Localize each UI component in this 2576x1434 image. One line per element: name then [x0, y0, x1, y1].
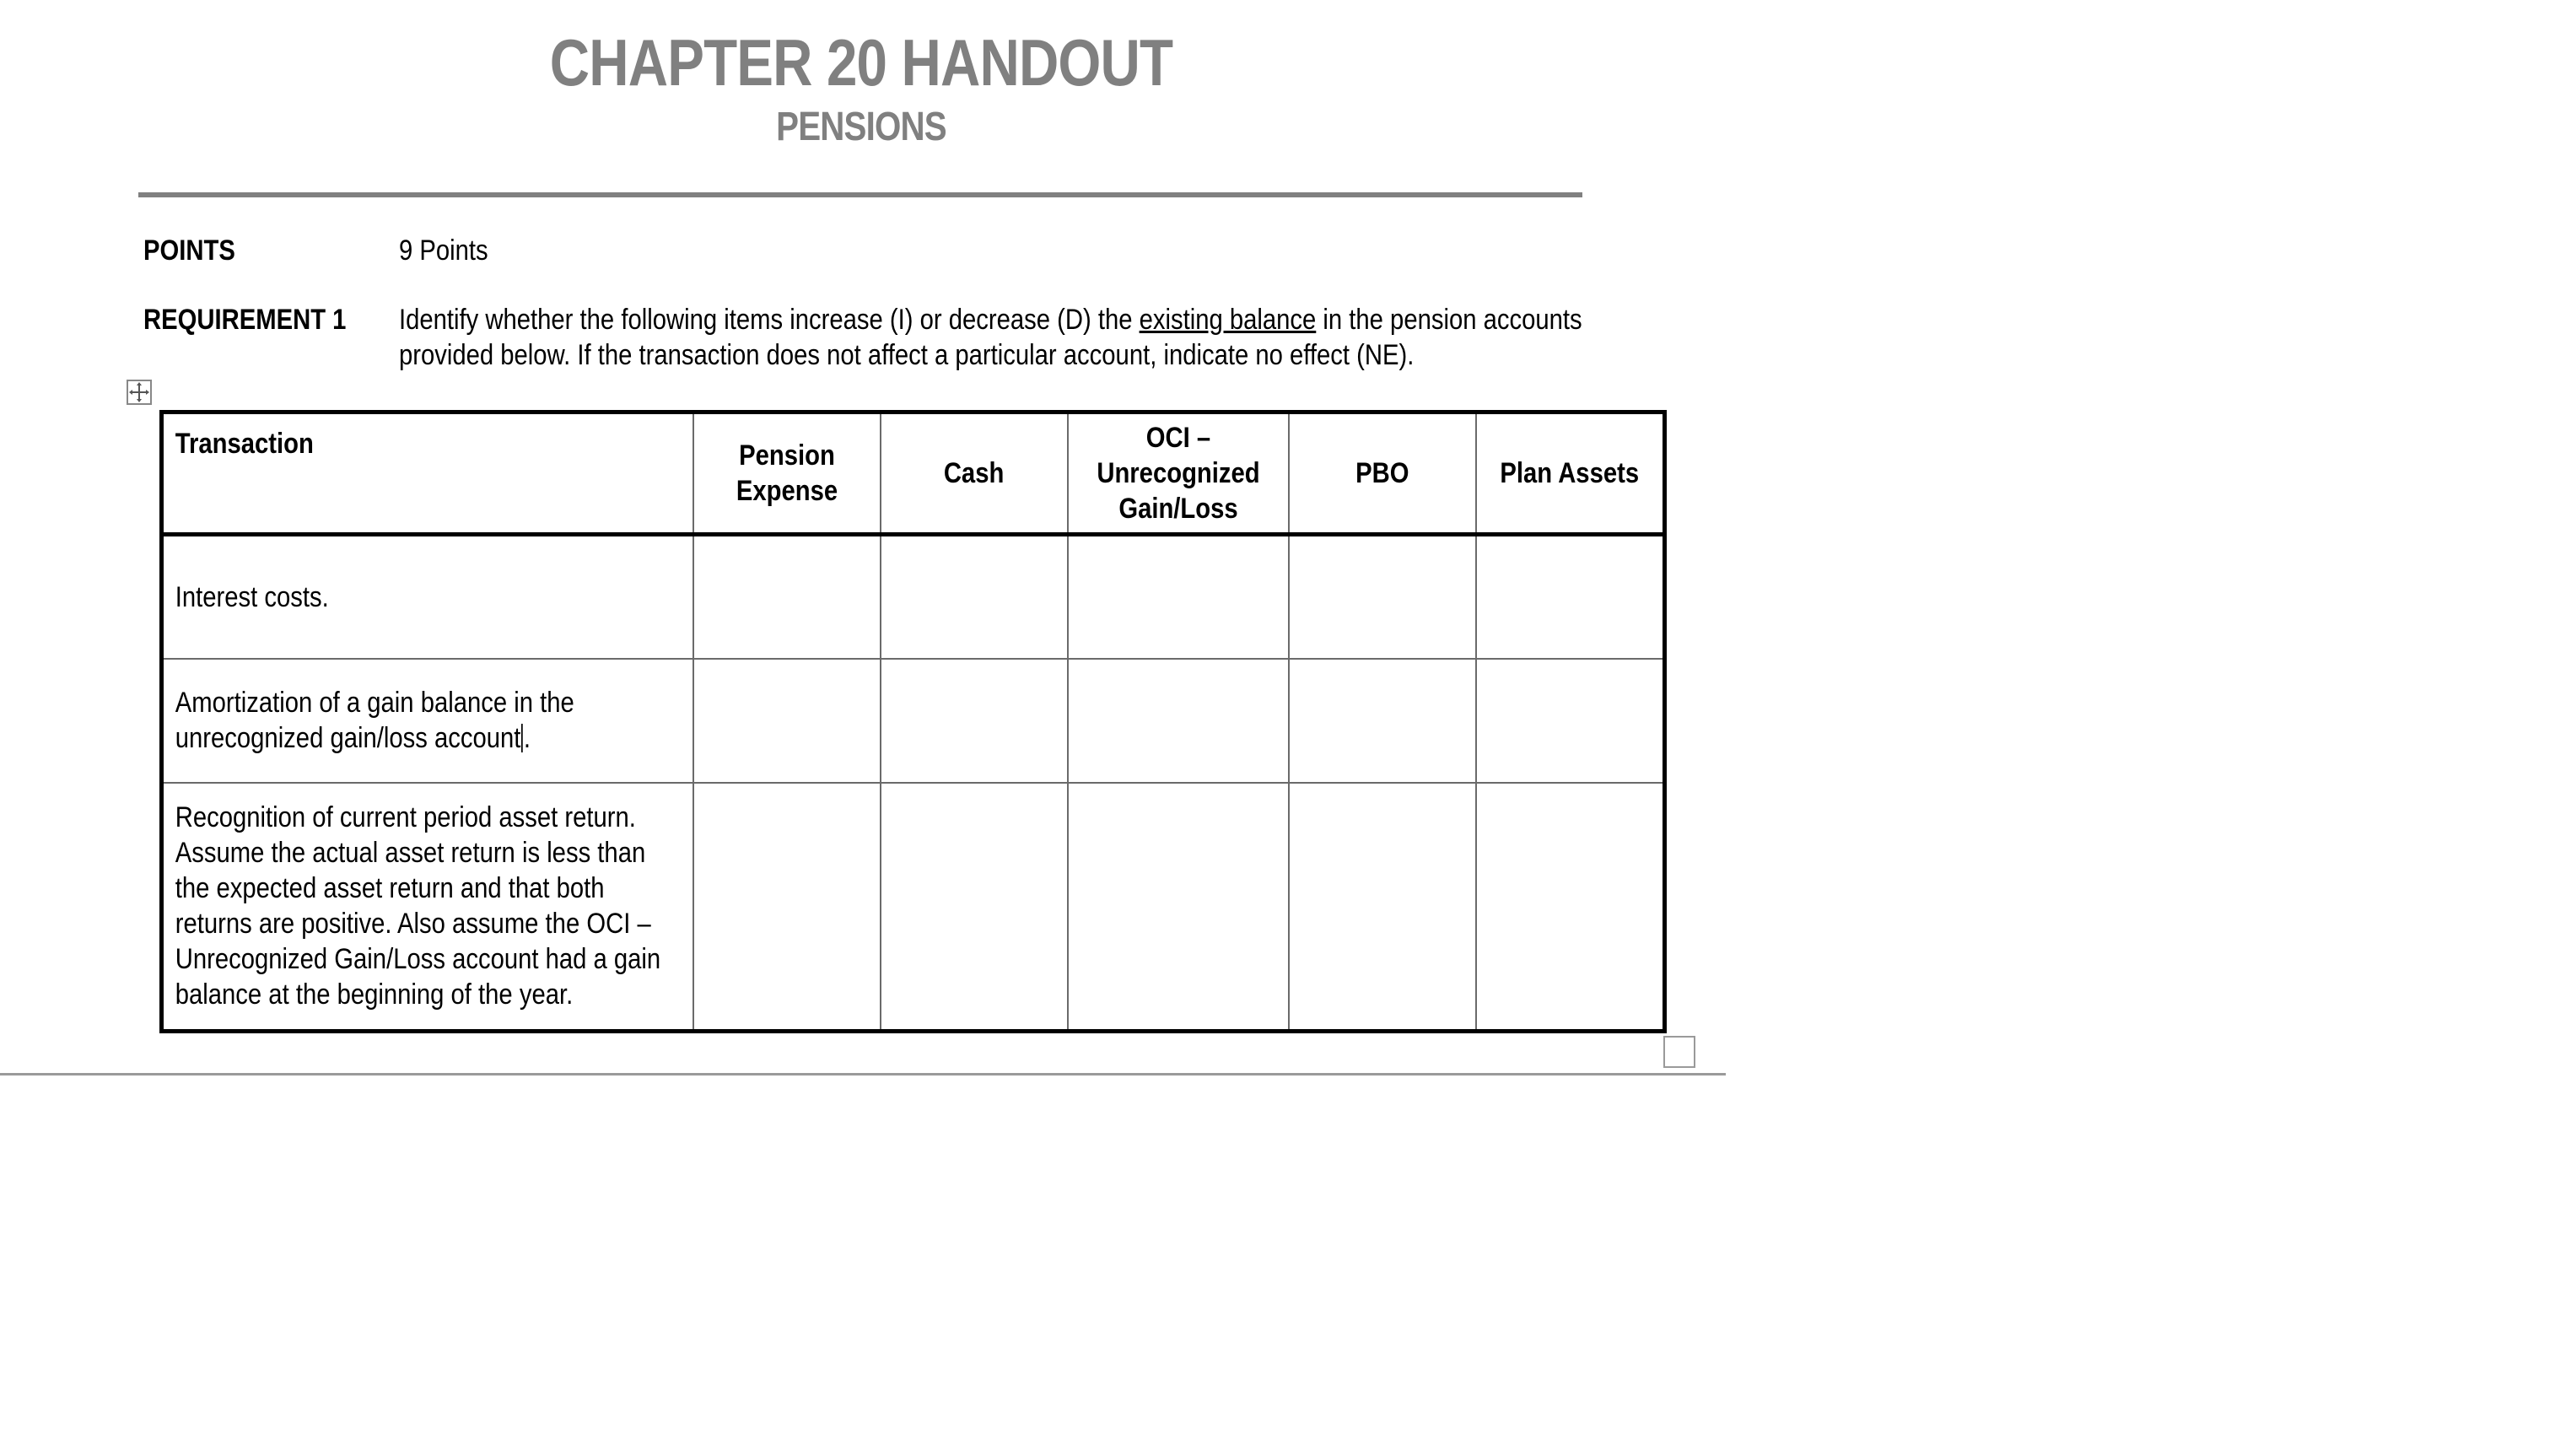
transaction-text: Amortization of a gain balance in the unrecognized gain/loss account — [175, 687, 574, 754]
plan-assets-cell[interactable] — [1476, 659, 1665, 783]
oci-cell[interactable] — [1068, 535, 1289, 659]
oci-cell[interactable] — [1068, 783, 1289, 1032]
requirement-label: REQUIREMENT 1 — [143, 304, 347, 336]
header-oci[interactable]: OCI – Unrecognized Gain/Loss — [1068, 412, 1289, 535]
table-row — [162, 535, 1665, 659]
cash-cell[interactable] — [881, 659, 1068, 783]
requirement-text-before: Identify whether the following items increase (I) or decrease (D) the — [399, 304, 1140, 336]
transaction-cell[interactable]: Recognition of current period asset return. Assume the actual asset return is less than the expected asset return and that both returns are positive. Also assume the OCI – Unrecognized Gain/Loss account had a gain balance at the beginning of the year. — [162, 783, 693, 1032]
table-resize-handle-icon[interactable] — [1663, 1036, 1695, 1068]
header-cash[interactable]: Cash — [881, 412, 1068, 535]
transaction-text-end: . — [523, 722, 531, 754]
transaction-cell[interactable] — [162, 659, 693, 783]
requirement-text-underlined: existing balance — [1139, 304, 1317, 336]
pbo-cell[interactable] — [1289, 659, 1476, 783]
page-bottom-edge — [0, 1073, 1726, 1076]
header-pbo[interactable]: PBO — [1289, 412, 1476, 535]
pension-expense-cell[interactable] — [693, 783, 881, 1032]
points-value[interactable]: 9 Points — [399, 235, 488, 267]
cash-cell[interactable] — [881, 783, 1068, 1032]
table-move-handle-icon[interactable] — [127, 380, 152, 405]
pension-accounts-table — [159, 410, 1667, 1033]
title-divider — [138, 192, 1582, 197]
points-label: POINTS — [143, 235, 235, 267]
transaction-cell[interactable]: Interest costs. — [162, 535, 693, 659]
requirement-text-after: in the pension accounts provided below. If the transaction does not affect a particular account, indicate no effect (NE). — [399, 304, 1582, 371]
pbo-cell[interactable] — [1289, 783, 1476, 1032]
plan-assets-cell[interactable] — [1476, 783, 1665, 1032]
requirement-text[interactable] — [399, 302, 1596, 373]
table-header-row — [162, 412, 1665, 535]
plan-assets-cell[interactable] — [1476, 535, 1665, 659]
table-row — [162, 659, 1665, 783]
cash-cell[interactable] — [881, 535, 1068, 659]
document-title: CHAPTER 20 HANDOUT — [549, 25, 1173, 100]
pbo-cell[interactable] — [1289, 535, 1476, 659]
pension-expense-cell[interactable] — [693, 535, 881, 659]
header-pension-expense[interactable]: Pension Expense — [693, 412, 881, 535]
document-subtitle: PENSIONS — [776, 105, 946, 149]
pension-expense-cell[interactable] — [693, 659, 881, 783]
table-row — [162, 783, 1665, 1032]
header-plan-assets[interactable]: Plan Assets — [1476, 412, 1665, 535]
header-transaction[interactable]: Transaction — [162, 412, 693, 535]
oci-cell[interactable] — [1068, 659, 1289, 783]
